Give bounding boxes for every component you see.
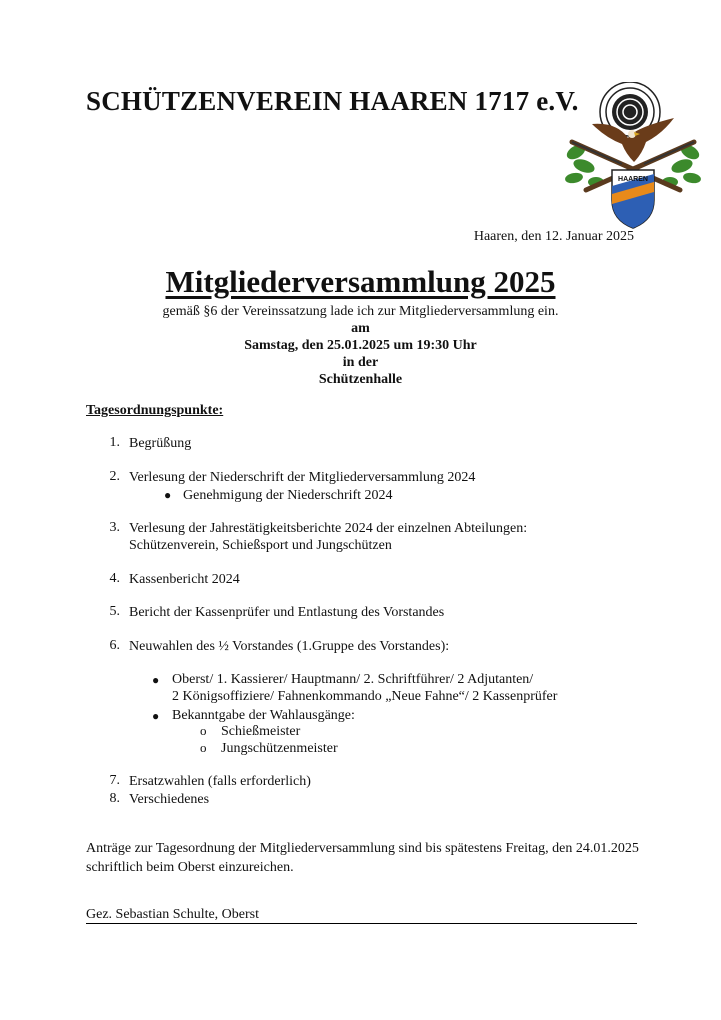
agenda-number: 8. [109,791,120,806]
agenda-number: 7. [109,773,120,788]
signature-line [86,923,637,924]
agenda-subsubitem-text: Schießmeister [221,724,301,739]
signature: Gez. Sebastian Schulte, Oberst [86,907,260,922]
club-logo [562,82,704,232]
agenda-subitem-text: Oberst/ 1. Kassierer/ Hauptmann/ 2. Schriftführer/ 2 Adjutanten/ [172,672,534,687]
agenda-item-text: Kassenbericht 2024 [129,572,240,587]
agenda-number: 4. [109,571,120,586]
invitation-venue: Schützenhalle [318,372,403,387]
invitation-intro: gemäß §6 der Vereinssatzung lade ich zur Mitgliederversammlung ein. [162,304,559,319]
agenda-number: 2. [109,469,120,484]
invitation-datetime: Samstag, den 25.01.2025 um 19:30 Uhr [244,338,477,353]
agenda-subitem-text: Bekanntgabe der Wahlausgänge: [172,708,355,723]
page-title: Mitgliederversammlung 2025 [165,264,556,299]
circle-bullet-icon: o [200,740,207,755]
agenda-item-text: Neuwahlen des ½ Vorstandes (1.Gruppe des Vorstandes): [129,639,450,654]
shield-icon [612,170,654,228]
invitation-am: am [351,321,370,336]
bullet-icon: ● [152,709,160,723]
agenda-item-text-continued: Schützenverein, Schießsport und Jungschützen [129,538,392,553]
bullet-icon: ● [152,673,160,687]
agenda-number: 3. [109,520,120,535]
agenda-item-text: Verlesung der Niederschrift der Mitgliederversammlung 2024 [129,470,476,485]
agenda-number: 6. [109,638,120,653]
agenda-subitem-text: Genehmigung der Niederschrift 2024 [183,488,393,503]
agenda-item-text: Verschiedenes [129,792,210,807]
agenda-item-text: Ersatzwahlen (falls erforderlich) [129,774,311,789]
agenda-item-text: Begrüßung [129,436,192,451]
date-line: Haaren, den 12. Januar 2025 [473,229,634,244]
agenda-number: 5. [109,604,120,619]
agenda-item-text: Verlesung der Jahrestätigkeitsberichte 2024 der einzelnen Abteilungen: [129,521,528,536]
agenda-subitem-text-continued: 2 Königsoffiziere/ Fahnenkommando „Neue Fahne“/ 2 Kassenprüfer [172,689,558,704]
agenda-heading: Tagesordnungspunkte: [86,403,224,418]
closing-note: Anträge zur Tagesordnung der Mitgliederversammlung sind bis spätestens Freitag, den 24.01.2025 schriftlich beim Oberst einzureichen. [86,841,639,875]
bullet-icon: ● [164,488,172,502]
club-name: SCHÜTZENVEREIN HAAREN 1717 e.V. [86,86,579,116]
circle-bullet-icon: o [200,723,207,738]
agenda-item-text: Bericht der Kassenprüfer und Entlastung des Vorstandes [129,605,445,620]
agenda-subsubitem-text: Jungschützenmeister [221,741,338,756]
agenda-number: 1. [109,435,120,450]
logo-text: HAAREN [618,176,648,183]
invitation-in-der: in der [342,355,379,370]
